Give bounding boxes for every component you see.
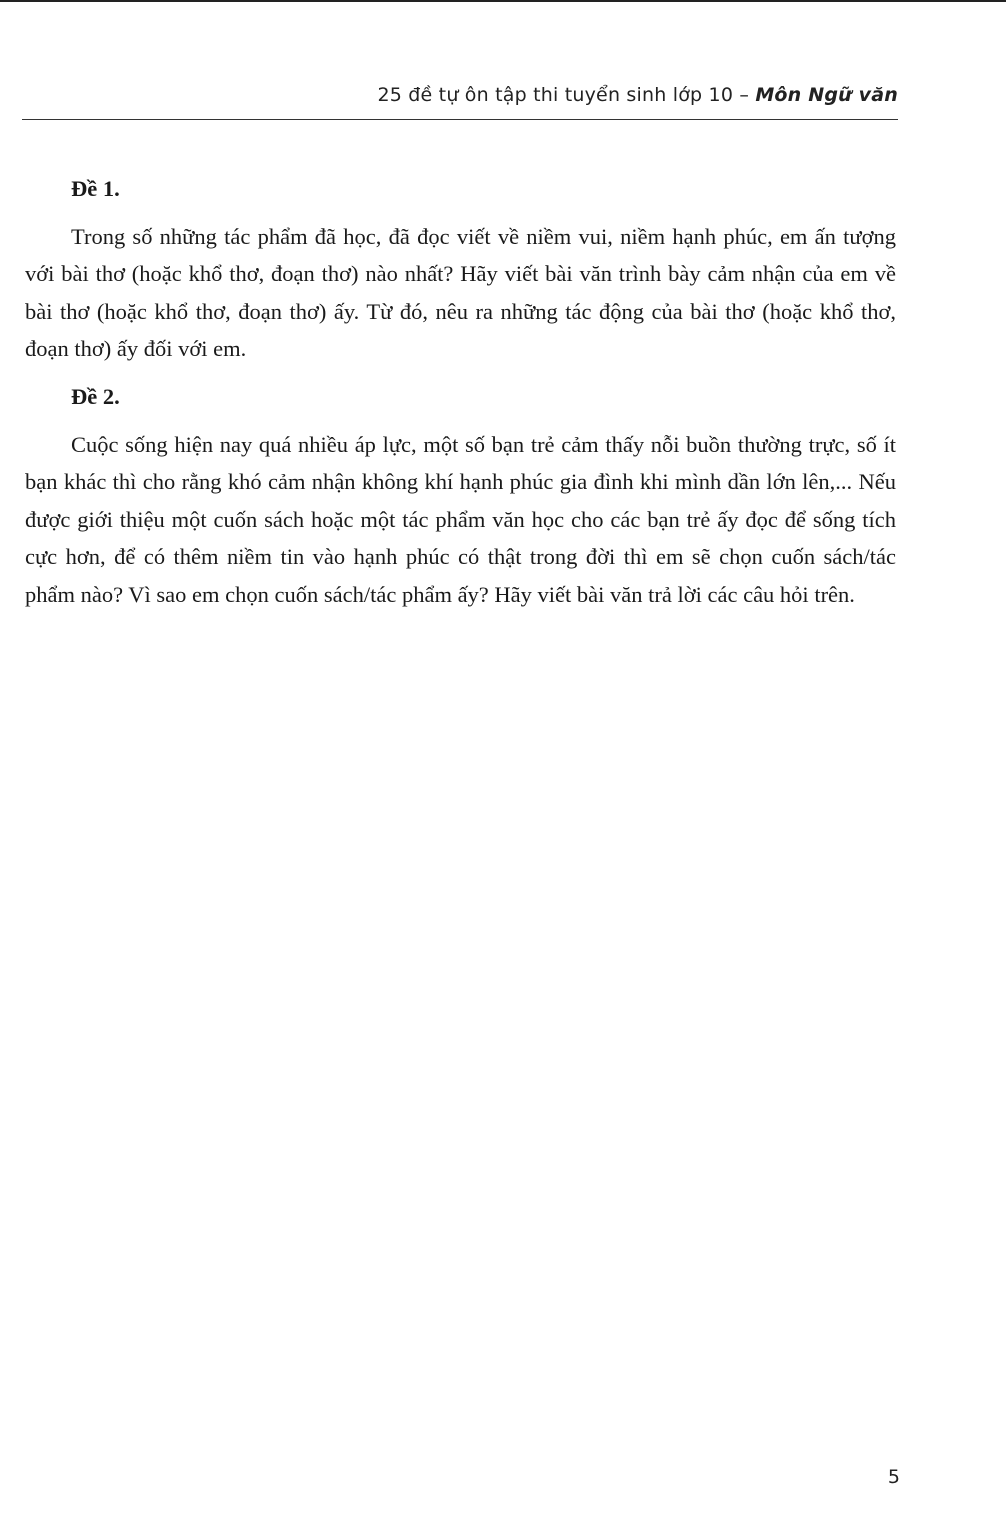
exercise-1 bbox=[25, 170, 896, 368]
exercise-prompt: Trong số những tác phẩm đã học, đã đọc viết về niềm vui, niềm hạnh phúc, em ấn tượng với bài thơ (hoặc khổ thơ, đoạn thơ) nào nhất? Hãy viết bài văn trình bày cảm nhận của em về bài thơ (hoặc khổ thơ, đoạn thơ) ấy. Từ đó, nêu ra những tác động của bài thơ (hoặc khổ thơ, đoạn thơ) ấy đối với em. bbox=[25, 223, 896, 362]
running-header bbox=[0, 84, 898, 106]
top-border-rule bbox=[0, 0, 1006, 2]
page-number: 5 bbox=[887, 1466, 900, 1488]
page-content bbox=[25, 170, 896, 624]
exercise-2 bbox=[25, 378, 896, 614]
subject-title: Môn Ngữ văn bbox=[755, 84, 898, 106]
exercise-prompt: Cuộc sống hiện nay quá nhiều áp lực, một số bạn trẻ cảm thấy nỗi buồn thường trực, số ít bạn khác thì cho rằng khó cảm nhận không khí hạnh phúc gia đình khi mình dần lớn lên,... Nếu được giới thiệu một cuốn sách hoặc một tác phẩm văn học cho các bạn trẻ ấy đọc để sống tích cực hơn, để có thêm niềm tin vào hạnh phúc có thật trong đời thì em sẽ chọn cuốn sách/tác phẩm nào? Vì sao em chọn cuốn sách/tác phẩm ấy? Hãy viết bài văn trả lời các câu hỏi trên. bbox=[25, 431, 896, 607]
exercise-heading: Đề 2. bbox=[71, 383, 120, 409]
exercise-heading: Đề 1. bbox=[71, 176, 120, 201]
book-title: 25 đề tự ôn tập thi tuyển sinh lớp 10 bbox=[377, 84, 734, 106]
header-separator: – bbox=[739, 84, 750, 106]
header-rule bbox=[22, 119, 898, 120]
